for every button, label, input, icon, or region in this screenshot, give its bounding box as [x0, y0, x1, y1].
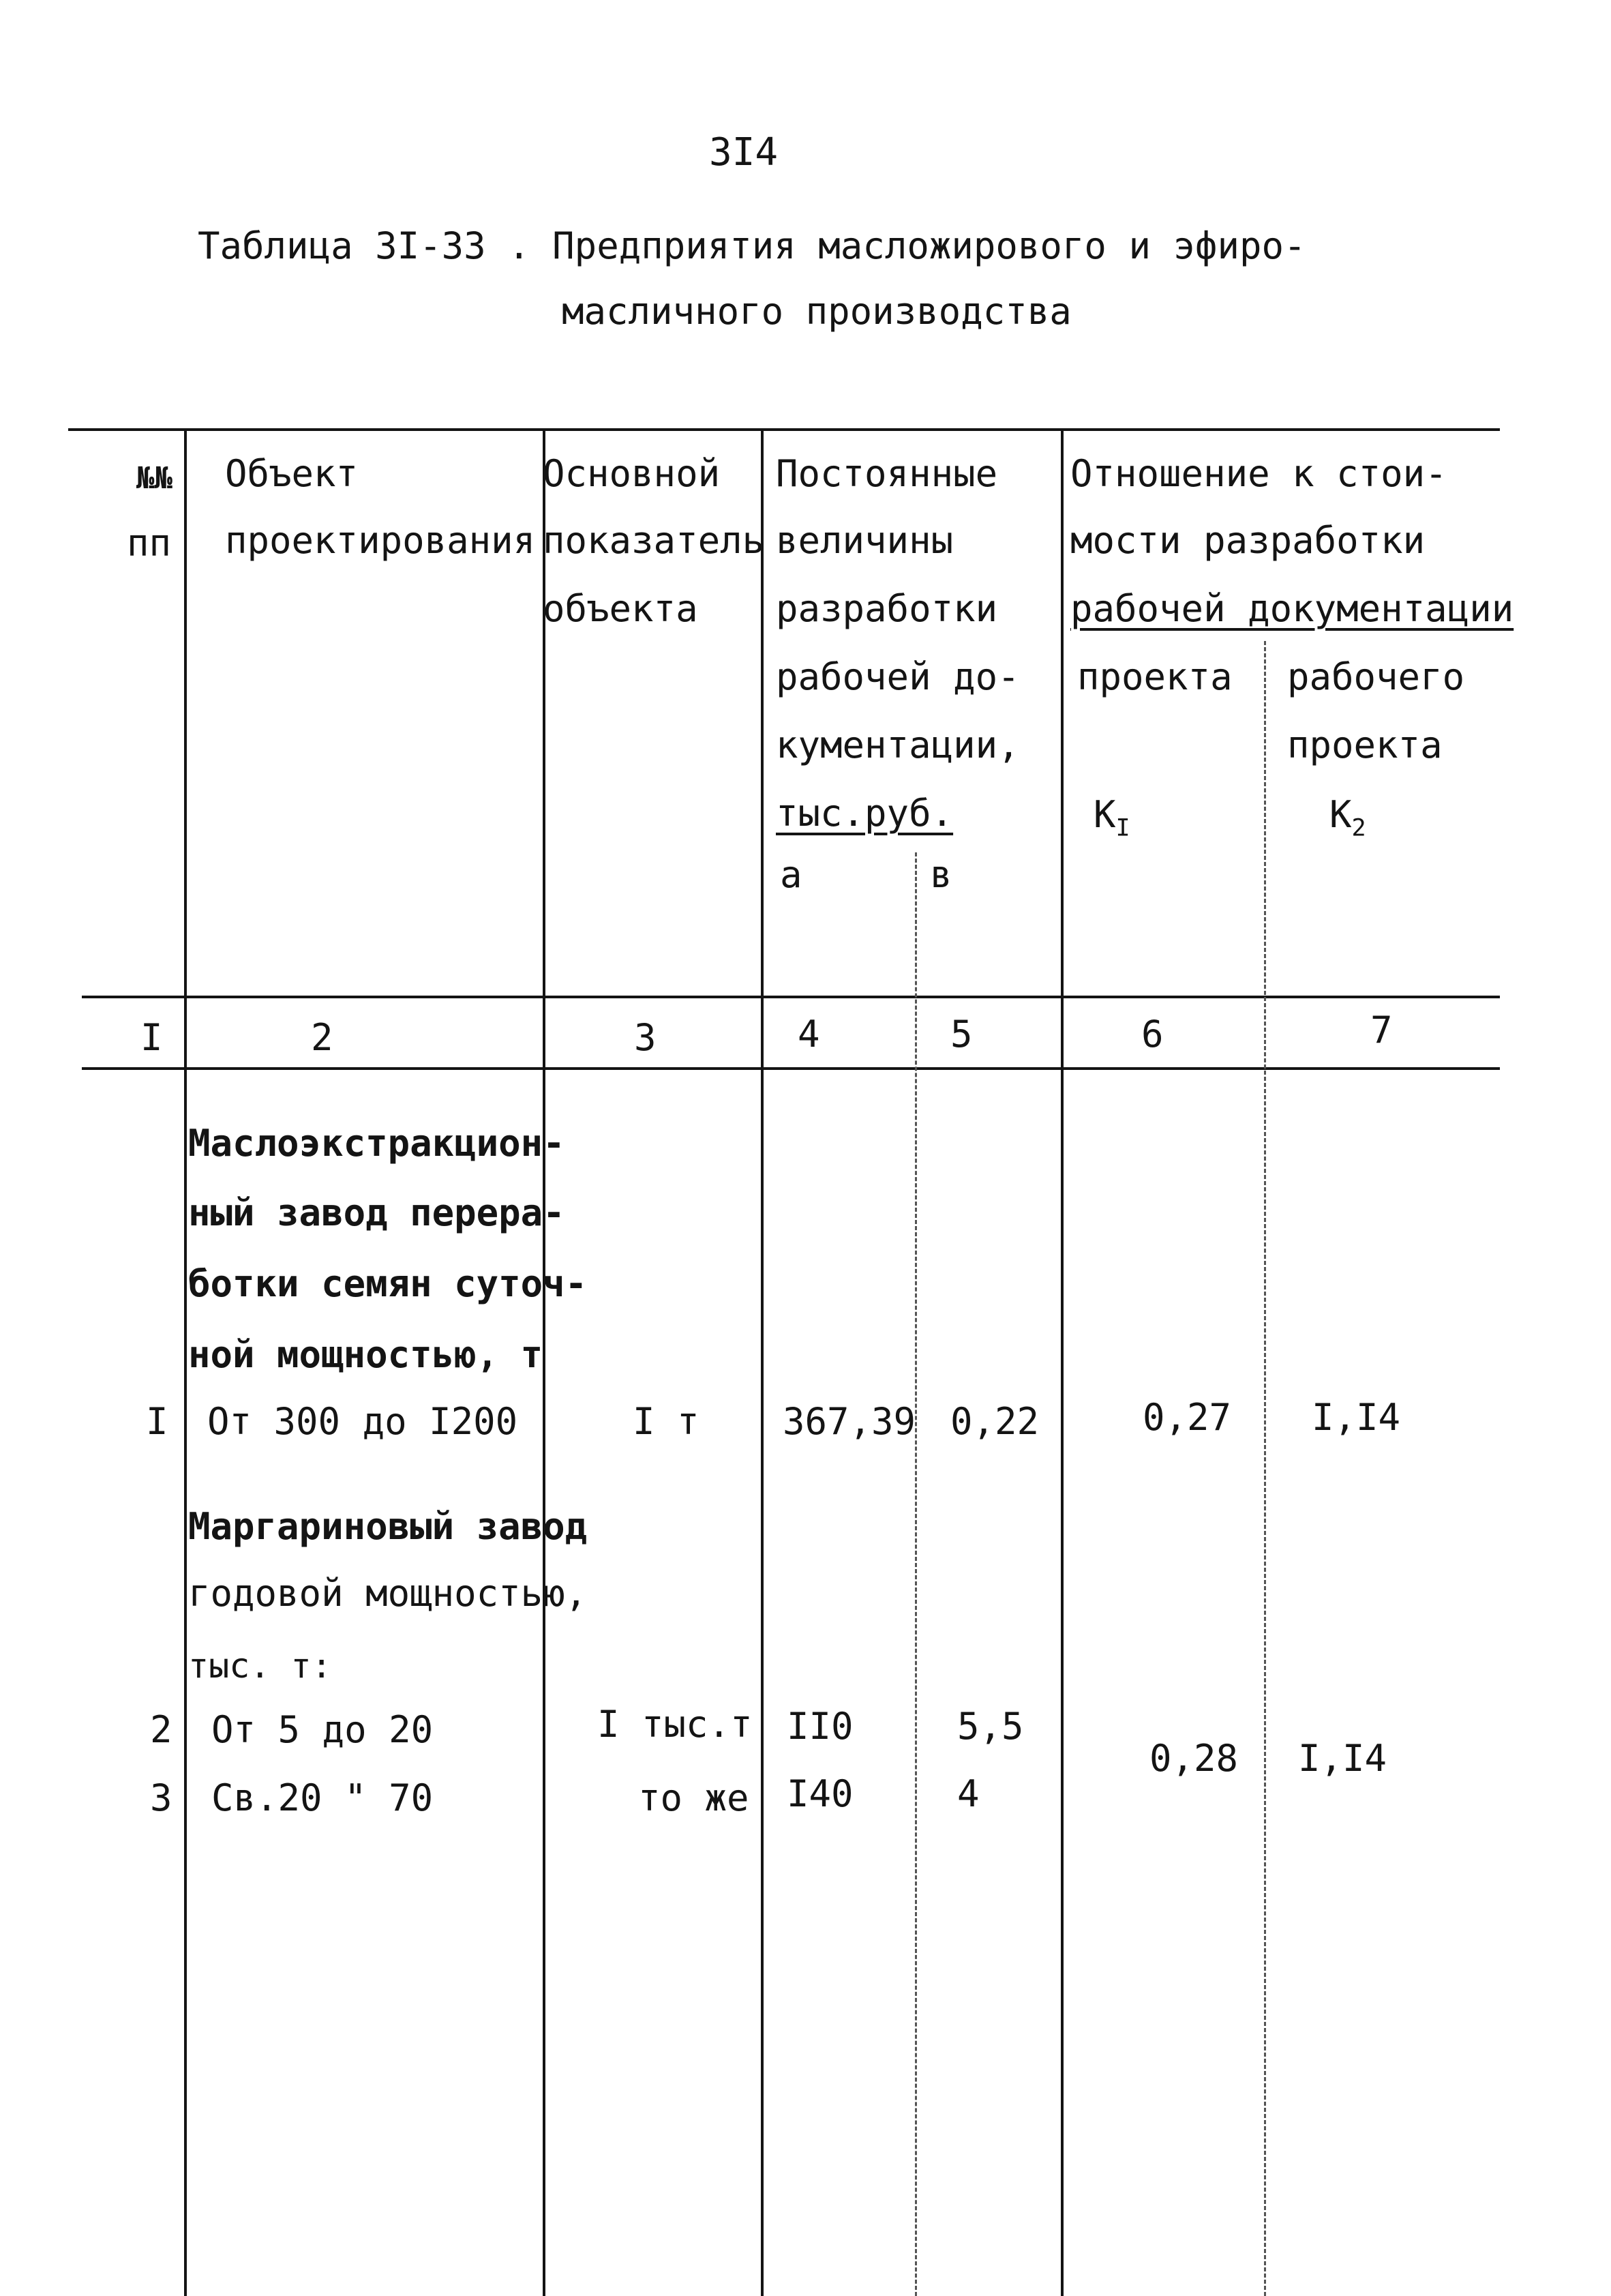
header-constants-line1: Постоянные	[776, 452, 998, 495]
row3-number: 3	[150, 1776, 172, 1819]
header-working-project-line2: проекта	[1287, 724, 1443, 766]
row3-indicator: то же	[638, 1776, 749, 1819]
header-project-label: проекта	[1077, 655, 1233, 698]
header-k1: $К_I$	[1094, 793, 1130, 842]
header-object-line1: Объект	[225, 452, 359, 495]
divider-col2	[543, 428, 545, 2296]
page-number: 3I4	[709, 130, 779, 175]
section2-line3: тыс. т:	[188, 1646, 332, 1686]
row2-value-a: II0	[787, 1705, 854, 1748]
header-object-line2: проектирования	[225, 519, 536, 562]
row3-value-a: I40	[787, 1772, 854, 1815]
rows23-k2: I,I4	[1298, 1737, 1387, 1780]
colnum-1: I	[140, 1016, 163, 1059]
row1-number: I	[146, 1400, 168, 1443]
header-col5-sub: в	[930, 853, 952, 896]
colnum-4: 4	[798, 1013, 820, 1056]
row1-value-b: 0,22	[950, 1400, 1040, 1443]
header-constants-line3: разработки	[776, 587, 998, 630]
row1-object: От 300 до I200	[207, 1400, 518, 1443]
colnum-6: 6	[1141, 1013, 1164, 1056]
colnum-5: 5	[950, 1013, 973, 1056]
divider-col6	[1264, 641, 1266, 2296]
row3-object: Св.20 " 70	[211, 1776, 434, 1819]
section1-line2: ный завод перера-	[188, 1191, 565, 1234]
divider-col1	[184, 428, 187, 2296]
row1-k2: I,I4	[1312, 1396, 1401, 1439]
section2-line1: Маргариновый завод	[188, 1505, 588, 1548]
row2-indicator: I тыс.т	[597, 1703, 753, 1746]
header-no-label: №№	[136, 461, 172, 496]
section1-line1: Маслоэкстракцион-	[188, 1122, 565, 1165]
row2-object: От 5 до 20	[211, 1708, 434, 1751]
table-top-border	[68, 428, 1500, 431]
header-bottom-border	[82, 996, 1500, 998]
table-title-line2: масличного производства	[562, 290, 1072, 333]
row2-number: 2	[150, 1708, 172, 1751]
header-indicator-line1: Основной	[543, 452, 721, 495]
rows23-k1: 0,28	[1149, 1737, 1239, 1780]
divider-col3	[761, 428, 764, 2296]
row1-value-a: 367,39	[783, 1400, 916, 1443]
header-constants-line4: рабочей до-	[776, 655, 1020, 698]
header-working-project-line1: рабочего	[1287, 655, 1465, 698]
header-k2: $К_2$	[1329, 793, 1366, 842]
row1-k1: 0,27	[1143, 1396, 1232, 1439]
header-indicator-line3: объекта	[543, 587, 698, 630]
header-constants-unit: тыс.руб.	[776, 792, 954, 835]
header-pp-label: пп	[127, 522, 172, 565]
header-ratio-line2: мости разработки	[1070, 519, 1426, 562]
table-title-line1: Таблица 3I-33 . Предприятия масложирового и эфиро-	[198, 224, 1306, 267]
colnum-2: 2	[311, 1016, 333, 1059]
header-ratio-line3: рабочей документации	[1070, 587, 1514, 630]
header-col4-sub: а	[780, 853, 802, 896]
section2-line2: годовой мощностью,	[188, 1572, 588, 1615]
divider-col4	[915, 852, 917, 2296]
section1-line4: ной мощностью, т	[188, 1333, 543, 1376]
colnum-7: 7	[1370, 1009, 1393, 1052]
row2-value-b: 5,5	[957, 1705, 1024, 1748]
row1-indicator: I т	[633, 1400, 699, 1443]
header-indicator-line2: показатель	[543, 519, 765, 562]
header-constants-line5: кументации,	[776, 724, 1020, 766]
row3-value-b: 4	[957, 1772, 980, 1815]
colnum-3: 3	[634, 1016, 657, 1059]
header-constants-line2: величины	[776, 519, 954, 562]
divider-col5	[1061, 428, 1064, 2296]
column-numbers-bottom-border	[82, 1067, 1500, 1070]
section1-line3: ботки семян суточ-	[188, 1262, 588, 1305]
header-ratio-line1: Отношение к стои-	[1070, 452, 1447, 495]
